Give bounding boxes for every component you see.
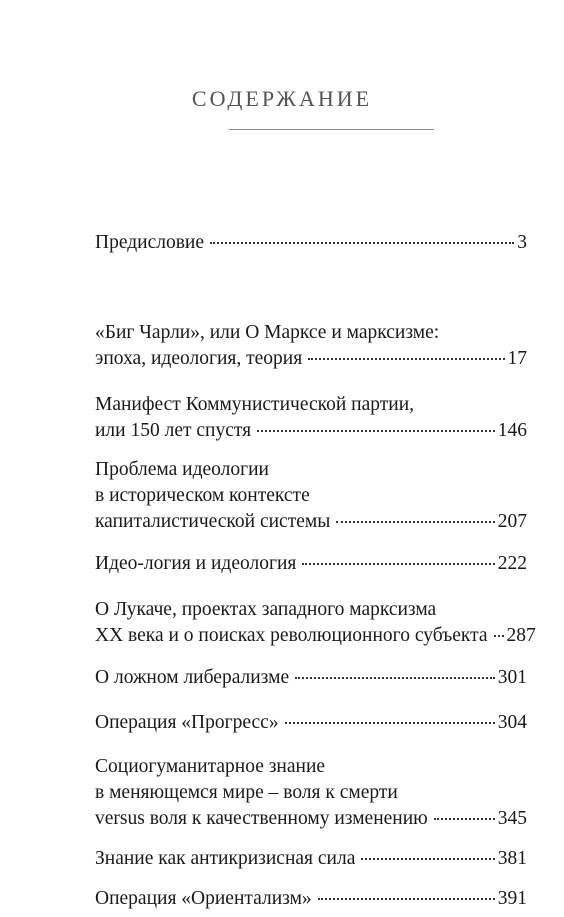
- toc-entry-manifesto[interactable]: [95, 392, 527, 444]
- toc-entry-title: или 150 лет спустя: [95, 420, 252, 441]
- page-number: 287: [506, 625, 536, 646]
- dot-leader: [257, 430, 495, 432]
- toc-entry-title: в историческом контексте: [95, 485, 310, 506]
- toc-entry-preface[interactable]: [95, 230, 527, 256]
- toc-entry-title: Предисловие: [95, 232, 205, 253]
- dot-leader: [494, 635, 504, 637]
- dot-leader: [295, 677, 495, 679]
- page-number: 345: [497, 808, 527, 829]
- page-number: 381: [497, 848, 527, 869]
- toc-entry-title: «Биг Чарли», или О Марксе и марксизме:: [95, 322, 440, 343]
- page-number: 17: [507, 348, 527, 369]
- toc-entry-ideo-logic[interactable]: [95, 551, 527, 577]
- page-number: 301: [497, 667, 527, 688]
- toc-entry-title: в меняющемся мире – воля к смерти: [95, 782, 398, 803]
- toc-entry-title: Идео-логия и идеология: [95, 553, 297, 574]
- toc-entry-operation-progress[interactable]: [95, 710, 527, 736]
- dot-leader: [434, 818, 495, 820]
- toc-entry-title: Операция «Прогресс»: [95, 712, 279, 733]
- toc-entry-lukacs[interactable]: [95, 597, 536, 649]
- dot-leader: [302, 563, 494, 565]
- page-number: 146: [497, 420, 527, 441]
- toc-entry-title: XX века и о поисках революционного субъекта: [95, 625, 488, 646]
- toc-entry-false-liberalism[interactable]: [95, 665, 527, 691]
- dot-leader: [210, 242, 514, 244]
- toc-entry-title: Манифест Коммунистической партии,: [95, 394, 415, 415]
- toc-entry-title: капиталистической системы: [95, 511, 331, 532]
- toc-entry-title: Операция «Ориентализм»: [95, 888, 312, 909]
- toc-entry-socio-humanitarian[interactable]: [95, 754, 527, 832]
- toc-entry-ideology-problem[interactable]: [95, 457, 527, 535]
- toc-entry-title: эпоха, идеология, теория: [95, 348, 303, 369]
- heading-divider: [229, 129, 434, 130]
- toc-entry-operation-orientalism[interactable]: [95, 886, 527, 912]
- dot-leader: [318, 898, 495, 900]
- toc-entry-title: О ложном либерализме: [95, 667, 290, 688]
- toc-entry-anticrisis-knowledge[interactable]: [95, 846, 527, 872]
- toc-entry-title: versus воля к качественному изменению: [95, 808, 428, 829]
- contents-heading: СОДЕРЖАНИЕ: [191, 86, 373, 111]
- toc-entry-title: Знание как антикризисная сила: [95, 848, 356, 869]
- page-number: 391: [497, 888, 527, 909]
- toc-entry-title: Социогуманитарное знание: [95, 756, 326, 777]
- dot-leader: [285, 722, 495, 724]
- dot-leader: [308, 358, 504, 360]
- page-number: 207: [497, 511, 527, 532]
- toc-entry-big-charlie[interactable]: [95, 320, 527, 372]
- page-number: 222: [497, 553, 527, 574]
- page-number: 304: [497, 712, 527, 733]
- toc-entry-title: О Лукаче, проектах западного марксизма: [95, 599, 437, 620]
- toc-entry-title: Проблема идеологии: [95, 459, 269, 480]
- page-number: 3: [517, 232, 527, 253]
- dot-leader: [336, 521, 494, 523]
- dot-leader: [361, 858, 494, 860]
